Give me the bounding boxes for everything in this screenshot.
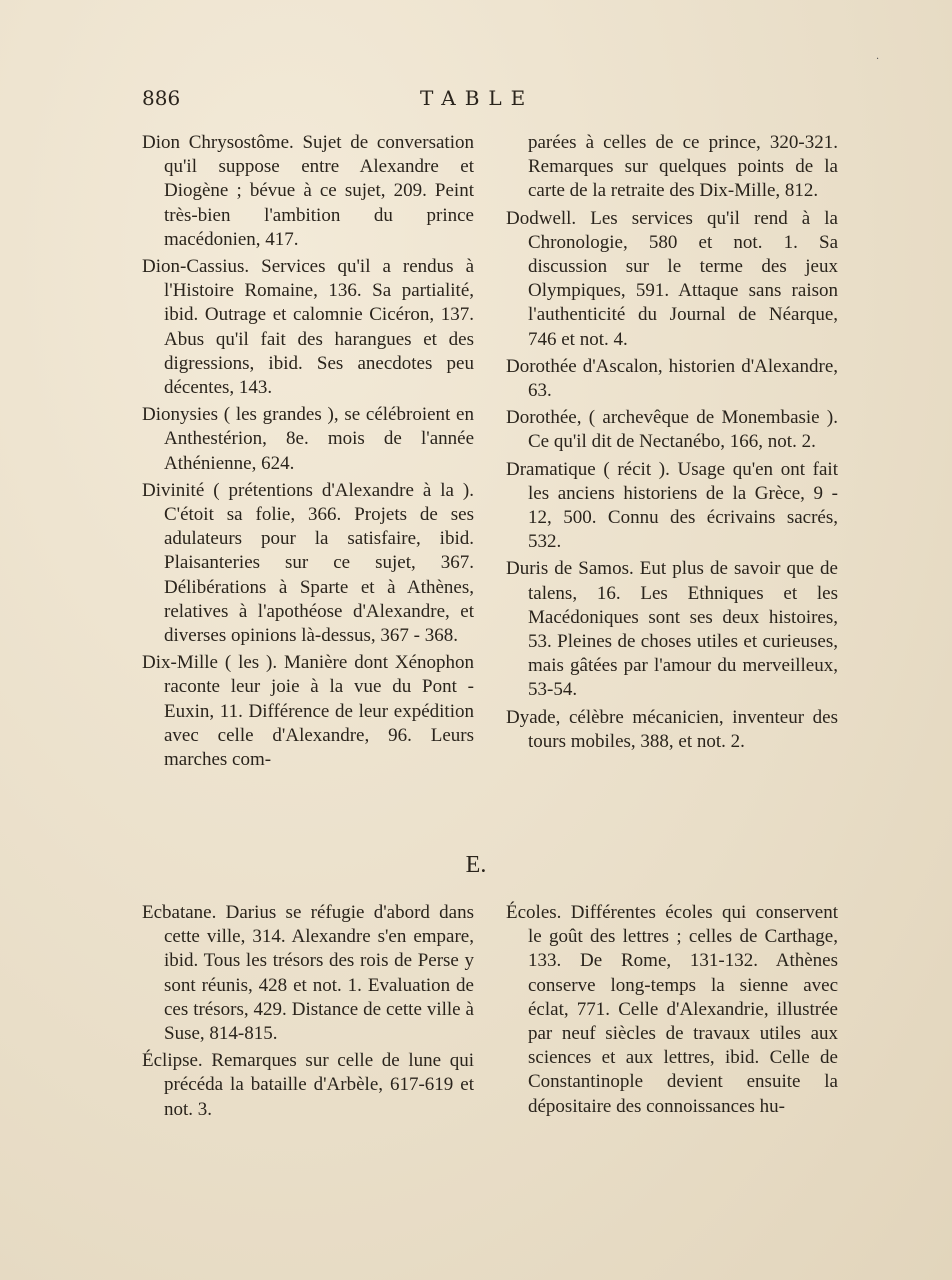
index-entry: Dionysies ( les grandes ), se célébroient en Anthestérion, 8e. mois de l'année Athénienne, 624.: [142, 404, 474, 474]
index-entry: Dodwell. Les services qu'il rend à la Chronologie, 580 et not. 1. Sa discussion sur le terme des jeux Olympiques, 591. Attaque sans raison l'authenticité du Journal de Néarque, 746 et not. 4.: [506, 207, 838, 350]
index-entry: Ecbatane. Darius se réfugie d'abord dans cette ville, 314. Alexandre s'en empare, ibid. Tous les trésors des rois de Perse y sont réunis, 428 et not. 1. Evaluation de ces trésors, 429. Distance de cette ville à Suse, 814-815.: [142, 902, 474, 1045]
index-entry: Dyade, célèbre mécanicien, inventeur des tours mobiles, 388, et not. 2.: [506, 706, 838, 752]
left-column-bottom: [142, 901, 474, 1125]
index-entry-continuation: parées à celles de ce prince, 320-321. Remarques sur quelques points de la carte de la retraite des Dix-Mille, 812.: [528, 132, 838, 202]
index-entry: Duris de Samos. Eut plus de savoir que de talens, 16. Les Ethniques et les Macédoniques sont ses deux histoires, 53. Pleines de choses utiles et curieuses, mais gâtées par l'amour du merveilleux, 53-54.: [506, 558, 838, 701]
index-entry: Dorothée d'Ascalon, historien d'Alexandre, 63.: [506, 355, 838, 402]
index-entry: Dix-Mille ( les ). Manière dont Xénophon raconte leur joie à la vue du Pont - Euxin, 11. Différence de leur expédition avec celle d'Alexandre, 96. Leurs marches com-: [142, 652, 474, 771]
index-entry: Dion Chrysostôme. Sujet de conversation qu'il suppose entre Alexandre et Diogène ; bévue à ce sujet, 209. Peint très-bien l'ambition du prince macédonien, 417.: [142, 132, 474, 250]
margin-mark: ·: [876, 54, 880, 65]
page-number: 886: [142, 86, 181, 110]
page-header: [0, 86, 952, 116]
left-column-top: [142, 131, 474, 775]
right-column-top: [506, 131, 838, 757]
index-entry: Dorothée, ( archevêque de Monembasie ). Ce qu'il dit de Nectanébo, 166, not. 2.: [506, 407, 838, 453]
index-entry: Dion-Cassius. Services qu'il a rendus à l'Histoire Romaine, 136. Sa partialité, ibid. Outrage et calomnie Cicéron, 137. Abus qu'il fait des harangues et des digressions, ibid. Ses anecdotes peu décentes, 143.: [142, 256, 474, 399]
index-entry: Divinité ( prétentions d'Alexandre à la ). C'étoit sa folie, 366. Projets de ses adulateurs pour la satisfaire, ibid. Plaisanteries sur ce sujet, 367. Délibérations à Sparte et à Athènes, relatives à l'apothéose d'Alexandre, et diverses opinions là-dessus, 367 - 368.: [142, 479, 474, 647]
section-letter: E.: [465, 852, 487, 878]
index-entry: Écoles. Différentes écoles qui conservent le goût des lettres ; celles de Carthage, 133. De Rome, 131-132. Athènes conserve long-temps la sienne avec éclat, 771. Celle d'Alexandrie, illustrée par neuf siècles de travaux utiles aux sciences et aux lettres, ibid. Celle de Constantinople devient ensuite la dépositaire des connoissances hu-: [506, 902, 838, 1117]
index-entry: Éclipse. Remarques sur celle de lune qui précéda la bataille d'Arbèle, 617-619 et not. 3.: [142, 1050, 474, 1120]
index-entry: Dramatique ( récit ). Usage qu'en ont fait les anciens historiens de la Grèce, 9 - 12, 500. Connu des écrivains sacrés, 532.: [506, 458, 838, 553]
running-title: TABLE: [420, 86, 535, 110]
right-column-bottom: [506, 901, 838, 1122]
